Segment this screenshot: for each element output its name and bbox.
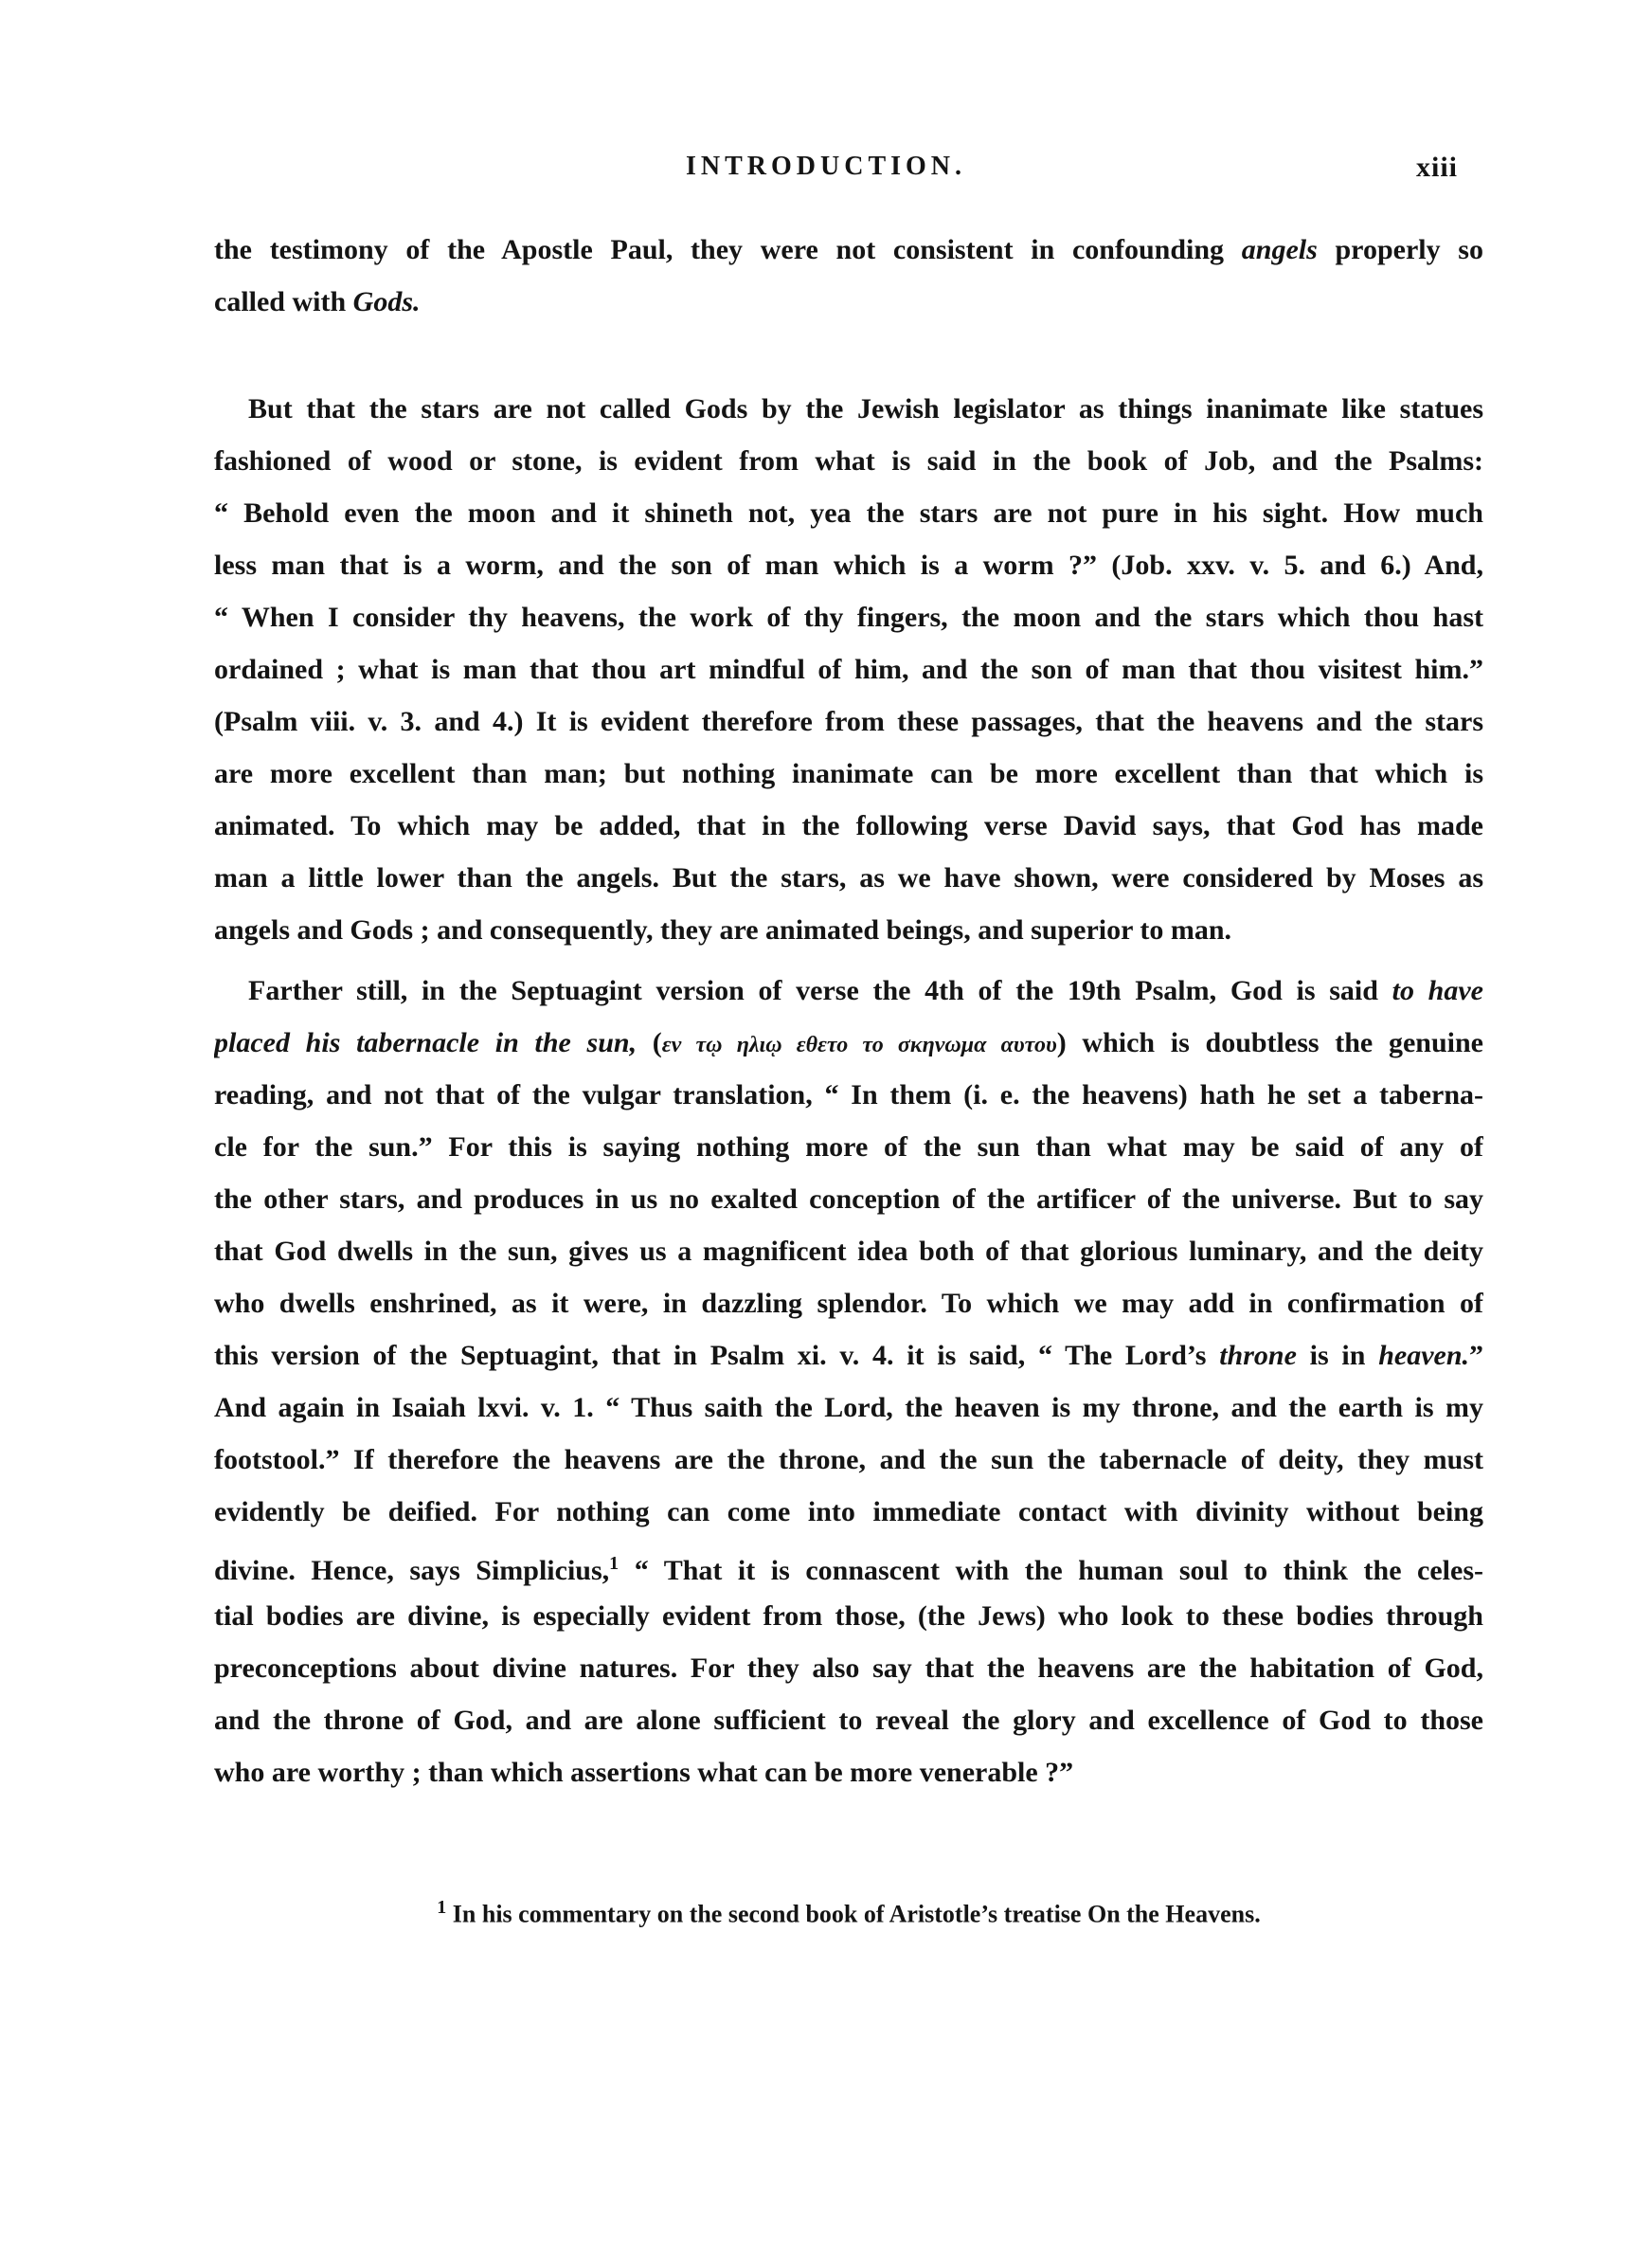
text-line: tial bodies are divine, is especially evident from those, (the Jews) who look to these bodies through (214, 1600, 1483, 1632)
text-line: But that the stars are not called Gods by the Jewish legislator as things inanimate like statues (248, 393, 1483, 424)
italic-phrase: placed his tabernacle in the sun, (214, 1027, 637, 1058)
text-line: who dwells enshrined, as it were, in dazzling splendor. To which we may add in confirmation of (214, 1288, 1483, 1319)
text-line: less man that is a worm, and the son of man which is a worm ?” (Job. xxv. v. 5. and 6.) And, (214, 550, 1483, 581)
paragraph-stars-not-inanimate (214, 383, 1483, 956)
text-line: placed his tabernacle in the sun, (εν τῳ ηλιῳ εθετο το σκηνωμα αυτου) which is doubtless the genuine (214, 1027, 1483, 1058)
text-line: called with Gods. (214, 286, 421, 317)
text-line: the other stars, and produces in us no exalted conception of the artificer of the universe. But to say (214, 1183, 1483, 1215)
footnote (214, 1897, 1483, 1929)
paragraph-continuation (214, 224, 1483, 328)
footnote-marker: 1 (437, 1897, 447, 1918)
text-line: divine. Hence, says Simplicius,$^1$ “ That it is connascent with the human soul to think the celes- (214, 1553, 1483, 1586)
greek-quotation: εν τῳ ηλιῳ εθετο το σκηνωμα αυτου (661, 1033, 1057, 1057)
text-line: that God dwells in the sun, gives us a magnificent idea both of that glorious luminary, and the deity (214, 1236, 1483, 1267)
text-line: “ When I consider thy heavens, the work of thy fingers, the moon and the stars which thou hast (214, 602, 1483, 633)
text-line: animated. To which may be added, that in the following verse David says, that God has made (214, 810, 1483, 841)
text-line: “ Behold even the moon and it shineth not, yea the stars are not pure in his sight. How much (214, 497, 1483, 529)
text-line: Farther still, in the Septuagint version of verse the 4th of the 19th Psalm, God is said to have (248, 975, 1483, 1006)
footnote-reference[interactable]: 1 (609, 1553, 620, 1574)
text-line: are more excellent than man; but nothing inanimate can be more excellent than that which is (214, 758, 1483, 789)
text-line: And again in Isaiah lxvi. v. 1. “ Thus saith the Lord, the heaven is my throne, and the earth is my (214, 1392, 1483, 1423)
text-line: fashioned of wood or stone, is evident from what is said in the book of Job, and the Psalms: (214, 445, 1483, 477)
text-line: the testimony of the Apostle Paul, they were not consistent in confounding angels properly so (214, 234, 1483, 265)
text-line: preconceptions about divine natures. For they also say that the heavens are the habitation of God, (214, 1652, 1483, 1684)
text-line: angels and Gods ; and consequently, they are animated beings, and superior to man. (214, 914, 1232, 946)
text-line: reading, and not that of the vulgar translation, “ In them (i. e. the heavens) hath he set a taberna- (214, 1079, 1483, 1110)
text-line: and the throne of God, and are alone sufficient to reveal the glory and excellence of God to those (214, 1705, 1483, 1736)
italic-phrase: to have (1392, 975, 1483, 1006)
italic-term: throne (1219, 1340, 1297, 1371)
text-line: man a little lower than the angels. But the stars, as we have shown, were considered by Moses as (214, 862, 1483, 894)
text-line: footstool.” If therefore the heavens are the throne, and the sun the tabernacle of deity, they must (214, 1444, 1483, 1475)
text-line: cle for the sun.” For this is saying nothing more of the sun than what may be said of any of (214, 1131, 1483, 1163)
paragraph-septuagint (214, 965, 1483, 1798)
italic-term: Gods. (352, 286, 421, 317)
italic-term: angels (1241, 234, 1318, 265)
text-line: evidently be deified. For nothing can come into immediate contact with divinity without being (214, 1496, 1483, 1527)
text-line: this version of the Septuagint, that in Psalm xi. v. 4. it is said, “ The Lord’s throne is in heaven.” (214, 1340, 1483, 1371)
footnote-text: In his commentary on the second book of Aristotle’s treatise On the Heavens. (446, 1900, 1261, 1928)
italic-term: heaven. (1378, 1340, 1470, 1371)
text-line: (Psalm viii. v. 3. and 4.) It is evident therefore from these passages, that the heavens and the stars (214, 706, 1483, 737)
text-line: who are worthy ; than which assertions what can be more venerable ?” (214, 1757, 1074, 1788)
page-number: xiii (1416, 152, 1459, 183)
running-title: INTRODUCTION. (685, 152, 967, 181)
text-line: ordained ; what is man that thou art mindful of him, and the son of man that thou visitest him.” (214, 654, 1483, 685)
